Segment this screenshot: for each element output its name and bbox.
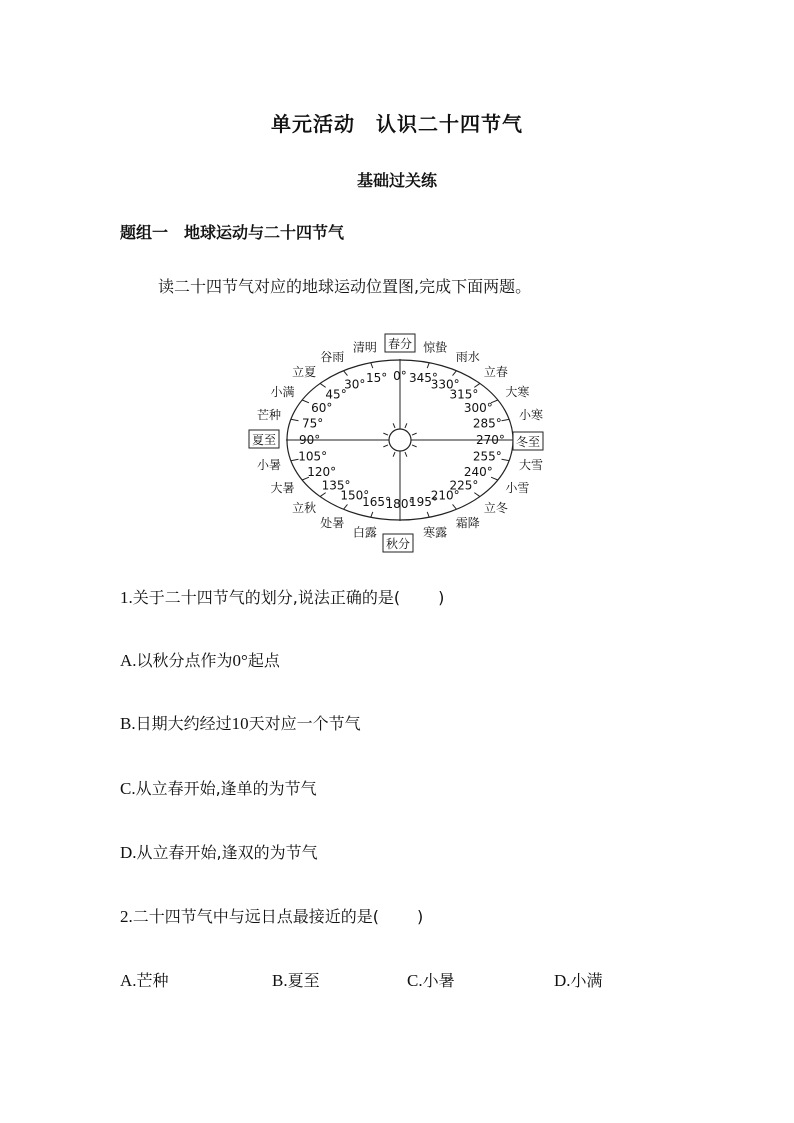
option-letter: C. <box>120 779 136 798</box>
sun-ray <box>412 433 417 435</box>
question-2 <box>120 904 423 927</box>
orbit-tick <box>427 363 429 368</box>
q2-option-c[interactable] <box>407 968 455 991</box>
sun-ray <box>393 423 395 428</box>
option-text: 日期大约经过 <box>135 714 232 733</box>
degree-label: 195° <box>408 494 438 509</box>
option-text: 芒种 <box>136 971 169 990</box>
orbit-tick <box>453 371 457 376</box>
orbit-tick <box>502 459 510 460</box>
question-stem: 关于二十四节气的划分,说法正确的是( <box>132 588 401 607</box>
solar-terms-diagram <box>240 322 550 554</box>
boxed-term-label: 夏至 <box>251 433 277 447</box>
term-label: 立冬 <box>483 500 508 515</box>
degree-label: 90° <box>298 433 321 447</box>
term-label: 寒露 <box>423 525 448 540</box>
orbit-tick <box>344 371 348 376</box>
orbit-tick <box>320 493 326 497</box>
degree-label: 30° <box>344 377 366 392</box>
degree-label: 315° <box>449 387 479 402</box>
degree-label: 180° <box>385 497 415 511</box>
boxed-term-label: 秋分 <box>385 537 411 551</box>
q1-option-b[interactable] <box>120 711 361 734</box>
sun-ray <box>412 445 417 447</box>
sun-ray <box>405 452 407 457</box>
sun-ray <box>383 445 388 447</box>
question-close-paren: ) <box>438 588 445 607</box>
degree-label: 210° <box>430 488 460 503</box>
option-text: 从立春开始,逢双的为节气 <box>136 843 318 862</box>
term-label: 惊蛰 <box>423 340 448 355</box>
orbit-tick <box>371 363 373 368</box>
question-number: 1. <box>120 588 133 607</box>
degree-label: 45° <box>325 387 347 402</box>
term-label: 小雪 <box>505 481 530 495</box>
degree-label: 270° <box>475 433 505 447</box>
term-label: 芒种 <box>257 408 282 423</box>
option-text: 以秋分点作为 <box>136 651 233 670</box>
section-subtitle: 基础过关练 <box>356 171 437 190</box>
term-label: 大雪 <box>518 457 543 472</box>
option-letter: D. <box>120 843 137 862</box>
orbit-tick <box>371 512 373 517</box>
orbit-tick <box>291 419 299 420</box>
term-label: 谷雨 <box>320 349 345 364</box>
intro-text: 读二十四节气对应的地球运动位置图,完成下面两题。 <box>158 277 532 296</box>
q1-option-c[interactable] <box>120 776 317 799</box>
q2-option-d[interactable] <box>554 968 603 991</box>
group-heading: 题组一 地球运动与二十四节气 <box>120 223 345 242</box>
degree-label: 255° <box>472 449 502 464</box>
option-text-after: 起点 <box>247 651 280 670</box>
option-letter: D. <box>554 971 571 990</box>
degree-label: 300° <box>463 401 493 415</box>
term-label: 小寒 <box>518 408 543 423</box>
degree-label: 120° <box>307 465 337 479</box>
term-label: 处暑 <box>320 516 345 531</box>
term-label: 霜降 <box>455 516 480 531</box>
sun-ray <box>405 423 407 428</box>
orbit-tick <box>502 419 510 420</box>
option-number: 10 <box>231 714 249 733</box>
option-text: 小满 <box>570 971 603 990</box>
degree-label: 165° <box>362 494 392 509</box>
orbit-tick <box>427 512 429 517</box>
term-label: 白露 <box>352 525 377 540</box>
orbit-tick <box>302 400 309 403</box>
option-text: 小暑 <box>422 971 455 990</box>
question-close-paren: ) <box>417 907 424 926</box>
degree-label: 105° <box>298 449 328 464</box>
term-label: 大寒 <box>505 385 530 399</box>
degree-label: 75° <box>302 416 324 431</box>
term-label: 立夏 <box>292 365 317 380</box>
option-letter: A. <box>120 651 137 670</box>
option-letter: B. <box>120 714 136 733</box>
degree-label: 135° <box>321 478 351 493</box>
degree-label: 285° <box>472 416 502 431</box>
sun-ray <box>383 433 388 435</box>
q1-option-a[interactable] <box>120 648 280 671</box>
q2-option-b[interactable] <box>272 968 320 991</box>
option-letter: A. <box>120 971 137 990</box>
orbit-tick <box>453 504 457 509</box>
option-text-after: 天对应一个节气 <box>248 714 361 733</box>
q2-option-a[interactable] <box>120 968 169 991</box>
degree-label: 330° <box>430 377 460 392</box>
degree-label: 60° <box>311 401 333 415</box>
term-label: 大暑 <box>270 481 295 495</box>
option-text: 夏至 <box>287 971 320 990</box>
option-number: 0° <box>232 651 248 670</box>
sun-ray <box>393 452 395 457</box>
option-letter: C. <box>407 971 423 990</box>
orbit-tick <box>344 504 348 509</box>
degree-label: 225° <box>449 478 479 493</box>
term-label: 立春 <box>483 365 508 380</box>
question-1 <box>120 585 444 608</box>
question-stem: 二十四节气中与远日点最接近的是( <box>132 907 379 926</box>
degree-label: 15° <box>365 371 388 386</box>
term-label: 小满 <box>270 385 295 399</box>
term-label: 立秋 <box>292 500 317 515</box>
degree-label: 150° <box>340 488 370 503</box>
page-title: 单元活动 认识二十四节气 <box>271 112 523 136</box>
term-label: 雨水 <box>455 349 480 364</box>
term-label: 小暑 <box>257 457 282 472</box>
option-letter: B. <box>272 971 288 990</box>
boxed-term-label: 冬至 <box>515 435 541 449</box>
orbit-tick <box>474 493 480 497</box>
degree-label: 345° <box>408 371 438 386</box>
option-text: 从立春开始,逢单的为节气 <box>135 779 317 798</box>
question-number: 2. <box>120 907 133 926</box>
degree-label: 0° <box>393 369 407 383</box>
term-label: 清明 <box>352 340 377 355</box>
degree-label: 240° <box>463 465 493 479</box>
boxed-term-label: 春分 <box>387 337 413 351</box>
q1-option-d[interactable] <box>120 840 318 863</box>
